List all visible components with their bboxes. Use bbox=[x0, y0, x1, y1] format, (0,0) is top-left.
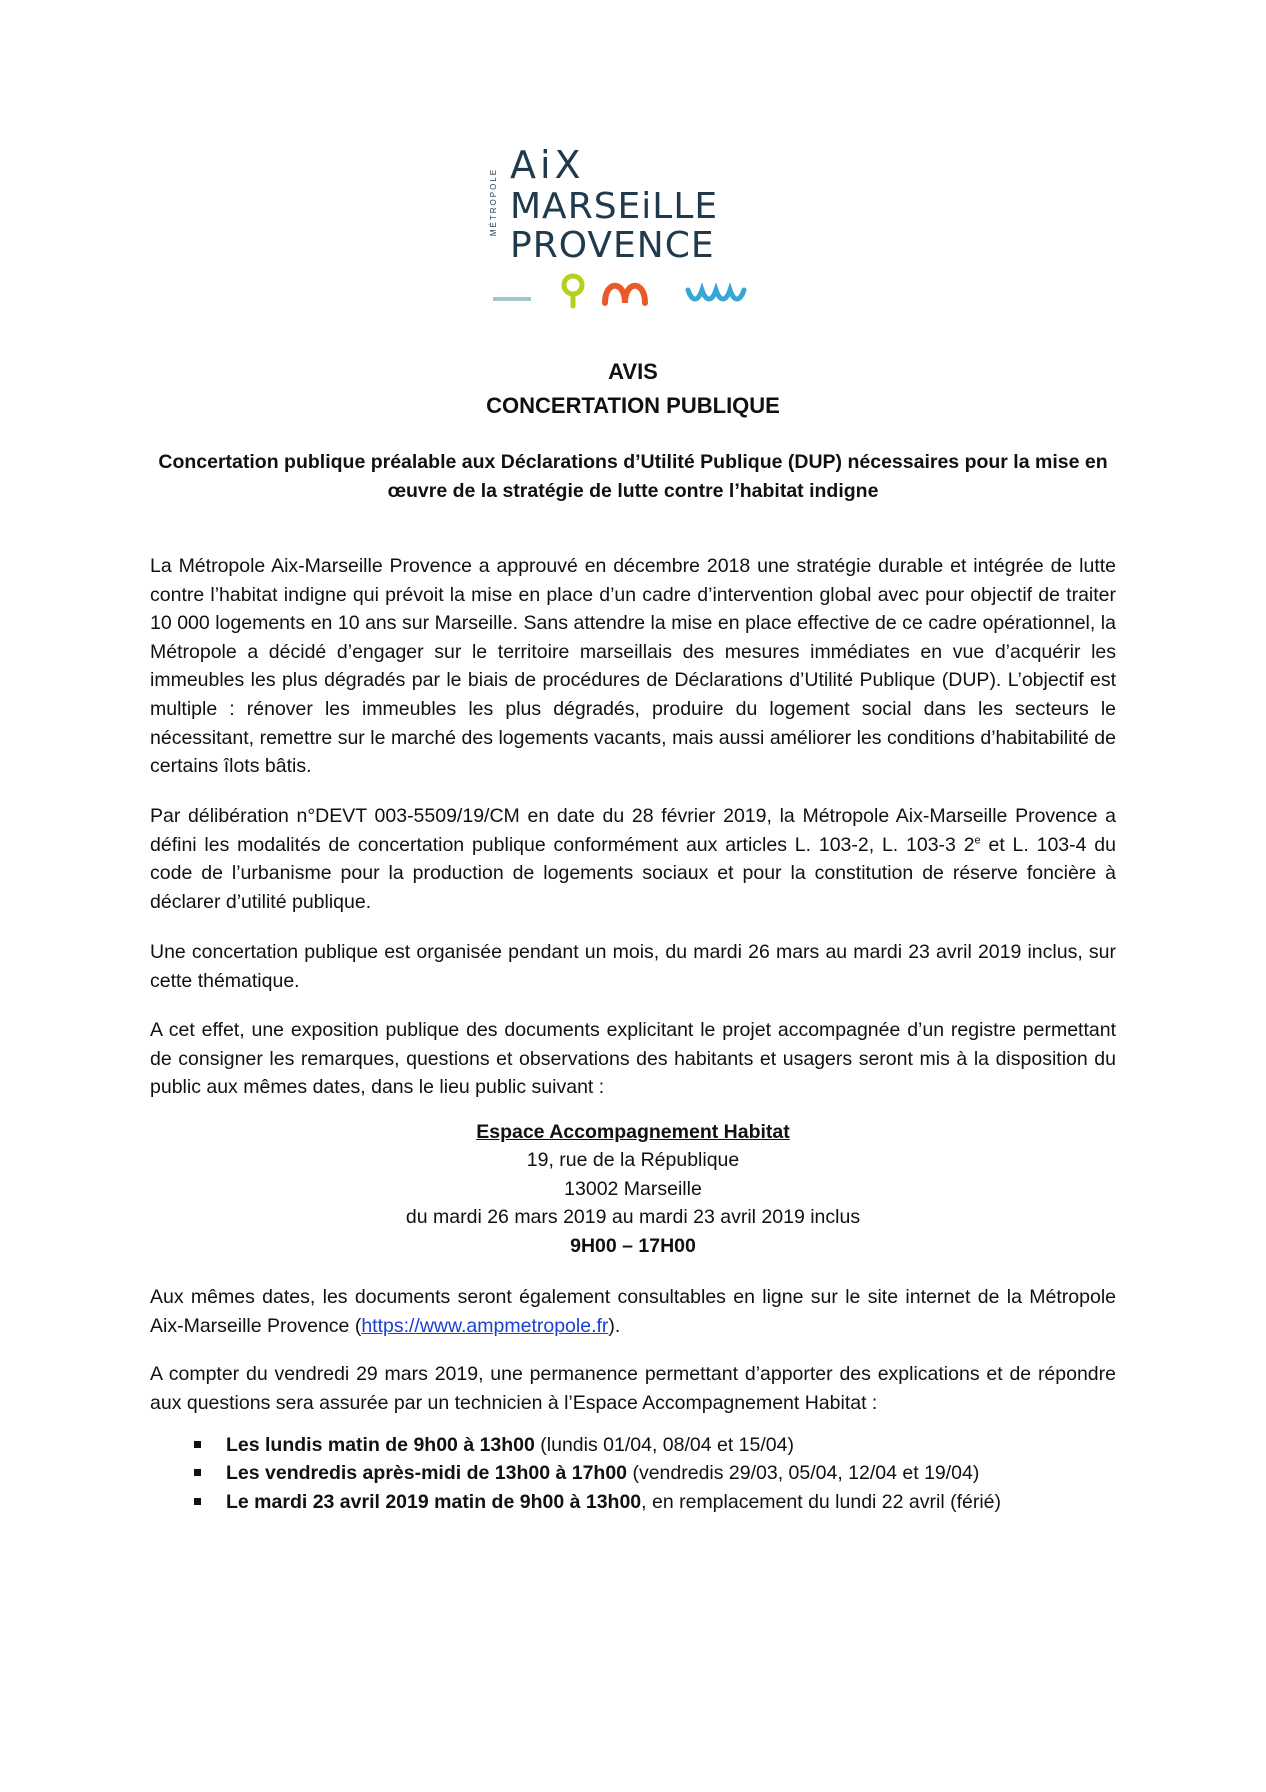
square-bullet-icon bbox=[194, 1469, 201, 1476]
venue-hours: 9H00 – 17H00 bbox=[570, 1234, 696, 1257]
schedule-list bbox=[150, 1431, 1116, 1516]
logo-line-aix: AiX bbox=[510, 143, 585, 187]
logo-orange-hills-icon bbox=[605, 286, 645, 303]
notice-title: AVIS bbox=[608, 359, 658, 384]
website-link[interactable]: https://www.ampmetropole.fr bbox=[361, 1314, 609, 1337]
notice-subject: Concertation publique préalable aux Déclarations d’Utilité Publique (DUP) nécessaires pour la mise en œuvre de la stratégie de lutte contre l’habitat indigne bbox=[158, 451, 1108, 502]
metropole-logo bbox=[488, 140, 778, 316]
venue-name: Espace Accompagnement Habitat bbox=[476, 1121, 790, 1143]
list-item bbox=[150, 1459, 1116, 1487]
logo-line-provence: PROVENCE bbox=[510, 225, 715, 266]
paragraph-deliberation-text-end: et L. 103-4 du code de l’urbanisme pour la production de logements sociaux et pour la constitution de réserve foncière à déclarer d’utilité publique. bbox=[150, 833, 1116, 913]
logo-vertical-text: MÉTROPOLE bbox=[489, 167, 498, 237]
paragraph-permanence: A compter du vendredi 29 mars 2019, une permanence permettant d’apporter des explications et de répondre aux questions sera assurée par un technicien à l’Espace Accompagnement Habitat : bbox=[150, 1363, 1116, 1414]
square-bullet-icon bbox=[194, 1441, 201, 1448]
schedule-slot: Le mardi 23 avril 2019 matin de 9h00 à 13h00 bbox=[226, 1490, 642, 1513]
schedule-detail: (lundis 01/04, 08/04 et 15/04) bbox=[534, 1434, 794, 1456]
logo-green-sun-icon bbox=[564, 276, 582, 306]
superscript-e: e bbox=[974, 834, 981, 847]
logo-line-marseille: MARSEiLLE bbox=[510, 186, 719, 227]
paragraph-deliberation bbox=[150, 802, 1116, 916]
paragraph-concertation-period: Une concertation publique est organisée pendant un mois, du mardi 26 mars au mardi 23 avril 2019 inclus, sur cette thématique. bbox=[150, 941, 1116, 992]
list-item bbox=[150, 1488, 1116, 1516]
schedule-slot: Les lundis matin de 9h00 à 13h00 bbox=[226, 1434, 535, 1456]
logo-sea-bar bbox=[493, 297, 531, 301]
venue-city: 13002 Marseille bbox=[564, 1177, 702, 1200]
paragraph-online-text: Aux mêmes dates, les documents seront également consultables en ligne sur le site internet de la Métropole Aix-Marseille Provence ( bbox=[150, 1286, 1116, 1337]
notice-subtitle-heading: CONCERTATION PUBLIQUE bbox=[486, 393, 780, 418]
paragraph-exposition: A cet effet, une exposition publique des documents explicitant le projet accompagnée d’un registre permettant de consigner les remarques, questions et observations des habitants et usagers seront mis à la disposition du public aux mêmes dates, dans le lieu public suivant : bbox=[150, 1019, 1116, 1099]
paragraph-online bbox=[150, 1283, 1116, 1340]
list-item bbox=[150, 1431, 1116, 1459]
schedule-slot: Les vendredis après-midi de 13h00 à 17h00 bbox=[226, 1462, 628, 1485]
paragraph-strategy: La Métropole Aix-Marseille Provence a approuvé en décembre 2018 une stratégie durable et intégrée de lutte contre l’habitat indigne qui prévoit la mise en place d’un cadre d’intervention global avec pour objectif de traiter 10 000 logements en 10 ans sur Marseille. Sans attendre la mise en place effective de ce cadre opérationnel, la Métropole a décidé d’engager sur le territoire marseillais des mesures immédiates en vue d’acquérir les immeubles les plus dégradés par le biais de procédures de Déclarations d’Utilité Publique (DUP). L’objectif est multiple : rénover les immeubles les plus dégradés, produire du logement social dans les secteurs le nécessitant, remettre sur le marché des logements vacants, mais aussi améliorer les conditions d’habitabilité de certains îlots bâtis. bbox=[150, 555, 1116, 778]
venue-street: 19, rue de la République bbox=[526, 1149, 740, 1172]
address-block bbox=[0, 1118, 1266, 1260]
square-bullet-icon bbox=[194, 1498, 201, 1505]
logo-blue-waves-icon bbox=[688, 290, 744, 299]
schedule-detail: (vendredis 29/03, 05/04, 12/04 et 19/04) bbox=[627, 1462, 980, 1485]
venue-dates: du mardi 26 mars 2019 au mardi 23 avril 2019 inclus bbox=[405, 1206, 861, 1229]
schedule-detail: , en remplacement du lundi 22 avril (férié) bbox=[641, 1490, 1001, 1513]
paragraph-online-end: ). bbox=[608, 1314, 621, 1337]
paragraph-deliberation-text: Par délibération n°DEVT 003-5509/19/CM en date du 28 février 2019, la Métropole Aix-Marseille Provence a défini les modalités de concertation publique conformément aux articles L. 103-2, L. 103-3 2 bbox=[150, 805, 1116, 856]
